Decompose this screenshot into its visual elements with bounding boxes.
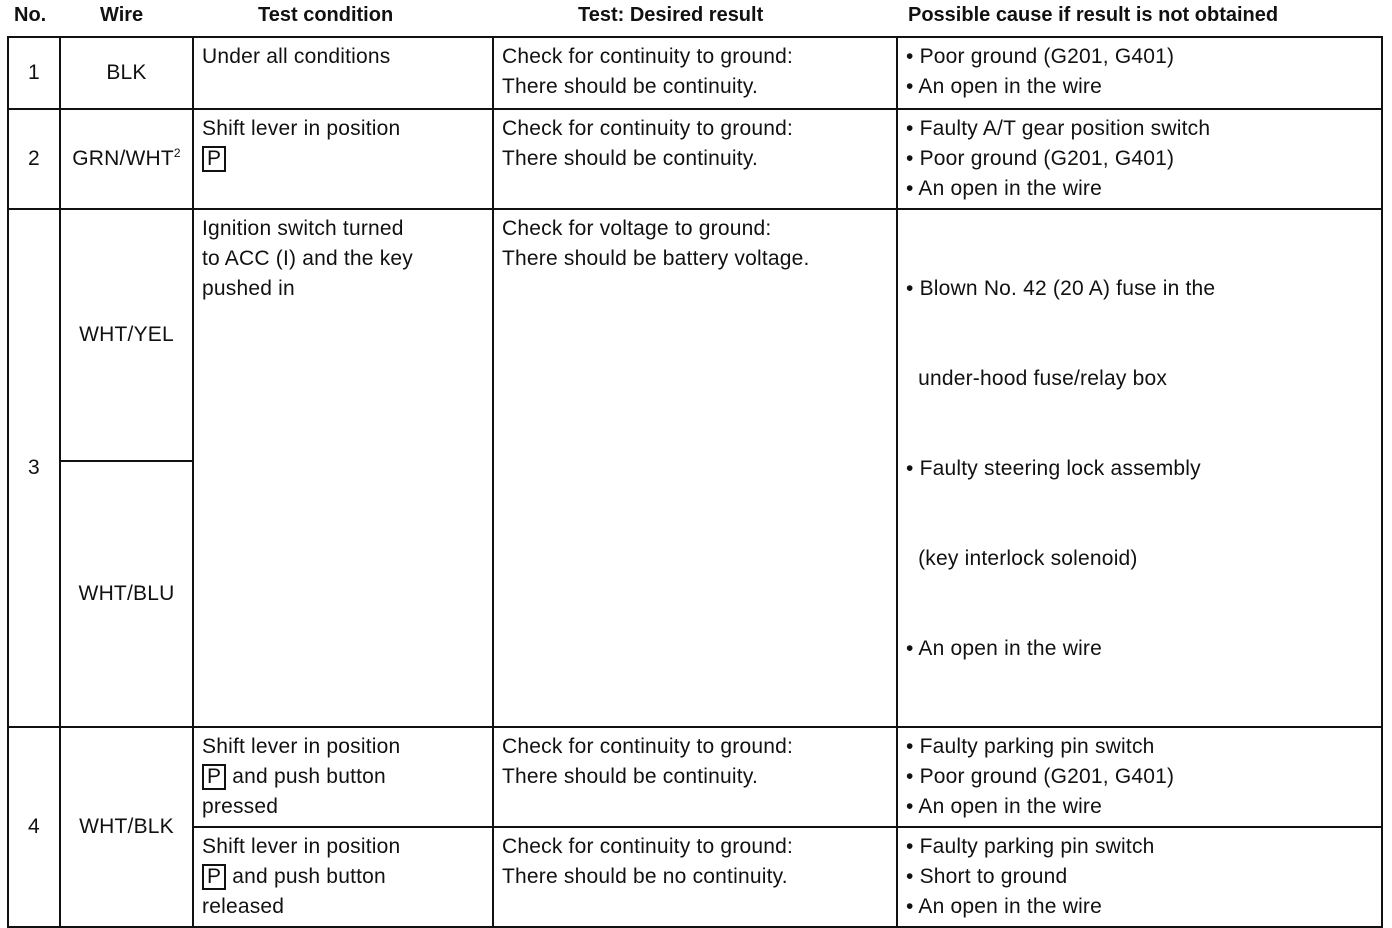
desired-result: [493, 827, 897, 927]
cause-item: • Poor ground (G201, G401): [906, 147, 1175, 170]
desired-result: [493, 109, 897, 209]
troubleshooting-table: [7, 36, 1383, 928]
wire-color: WHT/YEL: [60, 209, 193, 461]
condition-text: and push button: [232, 865, 386, 888]
wire-color: WHT/BLK: [60, 727, 193, 927]
footnote-marker: 2: [173, 146, 181, 160]
possible-causes: [897, 727, 1382, 827]
cause-item: • Poor ground (G201, G401): [906, 765, 1175, 788]
test-condition: [193, 37, 493, 109]
table-row: [8, 109, 1382, 209]
wire-color: WHT/BLU: [60, 461, 193, 727]
test-condition: [193, 209, 493, 727]
cause-item: • An open in the wire: [906, 895, 1103, 918]
cause-item: • Faulty parking pin switch: [906, 835, 1155, 858]
condition-text: Ignition switch turned: [202, 217, 404, 240]
cause-item: • Faulty A/T gear position switch: [906, 117, 1211, 140]
condition-text: Shift lever in position: [202, 735, 401, 758]
header-test-condition: Test condition: [258, 4, 394, 26]
wire-color: BLK: [60, 37, 193, 109]
result-line: Check for continuity to ground:: [502, 835, 794, 858]
possible-causes: [897, 109, 1382, 209]
cause-item: • Short to ground: [906, 865, 1068, 888]
desired-result: [493, 37, 897, 109]
test-condition: [193, 109, 493, 209]
result-line: There should be continuity.: [502, 147, 758, 170]
result-line: Check for continuity to ground:: [502, 45, 794, 68]
possible-causes: [897, 209, 1382, 727]
condition-text: pushed in: [202, 277, 295, 300]
result-line: There should be continuity.: [502, 765, 758, 788]
row-number: 2: [8, 109, 60, 209]
wire-label: GRN/WHT: [72, 147, 174, 170]
cause-item: • An open in the wire: [906, 75, 1103, 98]
result-line: There should be continuity.: [502, 75, 758, 98]
row-number: 4: [8, 727, 60, 927]
table-header: [0, 0, 1392, 36]
header-no: No.: [14, 4, 47, 26]
table-row: [8, 209, 1382, 461]
row-number: 1: [8, 37, 60, 109]
possible-causes: [897, 827, 1382, 927]
table-row: [8, 727, 1382, 827]
cause-item: • An open in the wire: [906, 177, 1103, 200]
result-line: Check for continuity to ground:: [502, 117, 794, 140]
header-possible-cause: Possible cause if result is not obtained: [908, 4, 1279, 26]
condition-text: released: [202, 895, 285, 918]
result-line: There should be no continuity.: [502, 865, 788, 888]
result-line: Check for continuity to ground:: [502, 735, 794, 758]
result-line: Check for voltage to ground:: [502, 217, 772, 240]
table-row: [8, 827, 1382, 927]
row-number: 3: [8, 209, 60, 727]
wire-color: [60, 109, 193, 209]
result-line: There should be battery voltage.: [502, 247, 810, 270]
condition-text: pressed: [202, 795, 279, 818]
condition-text: Shift lever in position: [202, 835, 401, 858]
possible-causes: [897, 37, 1382, 109]
condition-text: Shift lever in position: [202, 117, 401, 140]
shift-position-p-icon: P: [202, 864, 226, 890]
header-desired-result: Test: Desired result: [578, 4, 764, 26]
cause-item: • Blown No. 42 (20 A) fuse in the: [906, 277, 1216, 300]
test-condition: [193, 727, 493, 827]
cause-item: • Faulty parking pin switch: [906, 735, 1155, 758]
condition-text: to ACC (I) and the key: [202, 247, 413, 270]
desired-result: [493, 209, 897, 727]
cause-item: • An open in the wire: [906, 795, 1103, 818]
condition-text: and push button: [232, 765, 386, 788]
test-condition: [193, 827, 493, 927]
header-wire: Wire: [100, 4, 144, 26]
cause-item: under-hood fuse/relay box: [906, 367, 1168, 390]
cause-item: • An open in the wire: [906, 637, 1103, 660]
cause-item: • Faulty steering lock assembly: [906, 457, 1201, 480]
desired-result: [493, 727, 897, 827]
cause-item: (key interlock solenoid): [906, 547, 1138, 570]
cause-item: • Poor ground (G201, G401): [906, 45, 1175, 68]
condition-text: Under all conditions: [202, 45, 391, 68]
table-row: [8, 37, 1382, 109]
shift-position-p-icon: P: [202, 764, 226, 790]
shift-position-p-icon: P: [202, 146, 226, 172]
